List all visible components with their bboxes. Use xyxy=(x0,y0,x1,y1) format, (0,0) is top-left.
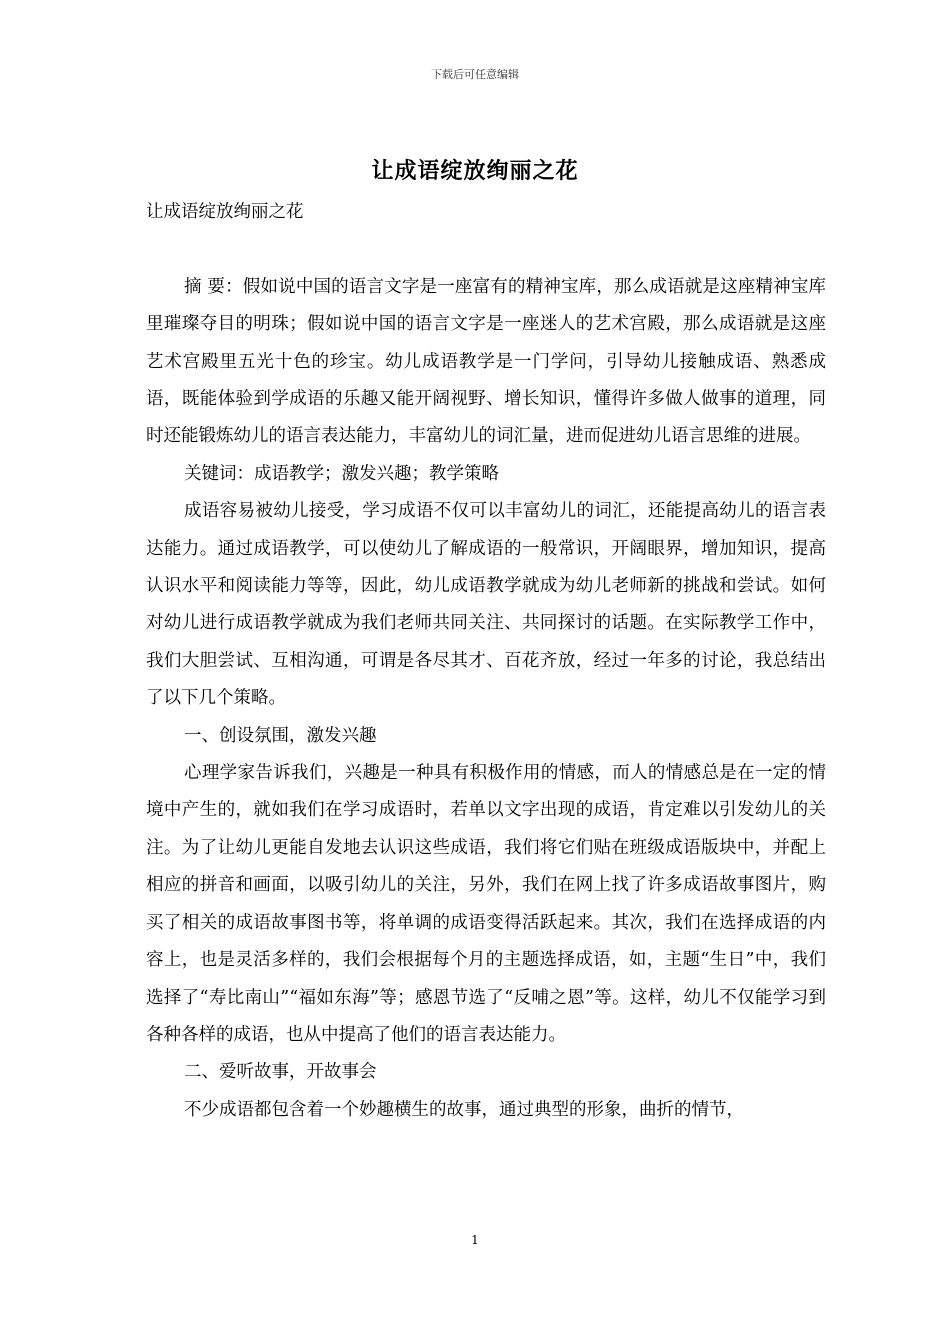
keywords-paragraph: 关键词：成语教学；激发兴趣；教学策略 xyxy=(184,463,499,484)
document-title: 让成语绽放绚丽之花 xyxy=(371,158,579,184)
section-heading-1: 一、创设氛围，激发兴趣 xyxy=(184,725,377,746)
header-note: 下载后可任意编辑 xyxy=(431,68,519,81)
section-1-paragraph: 心理学家告诉我们，兴趣是一种具有积极作用的情感，而人的情感总是在一定的情境中产生的，就如我们在学习成语时，若单以文字出现的成语，肯定难以引发幼儿的关注。为了让幼儿更能自发地去认识这些成语，我们将它们贴在班级成语版块中，并配上相应的拼音和画面，以吸引幼儿的关注，另外，我们在网上找了许多成语故事图片，购买了相关的成语故事图书等，将单调的成语变得活跃起来。其次，我们在选择成语的内容上，也是灵活多样的，我们会根据每个月的主题选择成语，如，主题“生日”中，我们选择了“寿比南山”“福如东海”等；感恩节选了“反哺之恩”等。这样，幼儿不仅能学习到各种各样的成语，也从中提高了他们的语言表达能力。 xyxy=(146,763,826,1045)
abstract-paragraph: 摘 要：假如说中国的语言文字是一座富有的精神宝库，那么成语就是这座精神宝库里璀璨夺目的明珠；假如说中国的语言文字是一座迷人的艺术宫殿，那么成语就是这座艺术宫殿里五光十色的珍宝。幼儿成语教学是一门学问，引导幼儿接触成语、熟悉成语，既能体验到学成语的乐趣又能开阔视野、增长知识，懂得许多做人做事的道理，同时还能锻炼幼儿的语言表达能力，丰富幼儿的词汇量，进而促进幼儿语言思维的进展。 xyxy=(146,276,826,447)
section-heading-2: 二、爱听故事，开故事会 xyxy=(184,1062,377,1083)
document-subtitle: 让成语绽放绚丽之花 xyxy=(146,202,304,222)
intro-paragraph: 成语容易被幼儿接受，学习成语不仅可以丰富幼儿的词汇，还能提高幼儿的语言表达能力。通过成语教学，可以使幼儿了解成语的一般常识，开阔眼界，增加知识，提高认识水平和阅读能力等等，因此，幼儿成语教学就成为幼儿老师新的挑战和尝试。如何对幼儿进行成语教学就成为我们老师共同关注、共同探讨的话题。在实际教学工作中，我们大胆尝试、互相沟通，可谓是各尽其才、百花齐放，经过一年多的讨论，我总结出了以下几个策略。 xyxy=(146,501,826,709)
page-number: 1 xyxy=(471,1233,479,1247)
section-2-paragraph: 不少成语都包含着一个妙趣横生的故事，通过典型的形象，曲折的情节， xyxy=(184,1099,744,1120)
document-body xyxy=(146,194,826,1129)
